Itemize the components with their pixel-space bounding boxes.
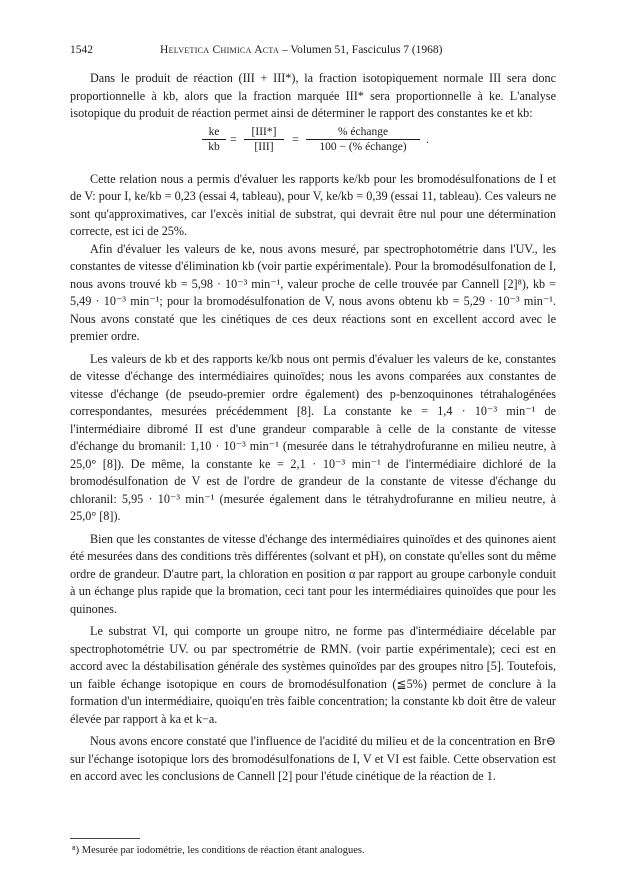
equals-sign: =: [292, 131, 299, 146]
paragraph-2: Cette relation nous a permis d'évaluer les rapports ke/kb pour les bromodésulfonations de I et de V: pour I, ke/kb = 0,23 (essai 4, tableau), pour V, ke/kb = 0,39 (essai 11, tableau). Ces valeurs ne sont qu'approximatives, car l'excès initial de substrat, qui devrait être nul pour une détermination correcte, est ici de 25%.: [70, 171, 556, 238]
journal-name: Helvetica Chimica Acta: [160, 44, 280, 56]
paragraph-4: Les valeurs de kb et des rapports ke/kb nous ont permis d'évaluer les valeurs de ke, constantes de vitesse d'échange des intermédiaires quinoïdes; nous les avons comparées aux constantes de vitesse d'échange (de pseudo-premier ordre également) des p-benzoquinones tétrahalogénées correspondantes, mesurées précédemment [8]. La constante ke = 1,4 · 10⁻³ min⁻¹ de l'intermédiaire dibromé II est d'une grandeur comparable à celle de la constante de vitesse d'échange du bromanil: 1,10 · 10⁻³ min⁻¹ (mesurée dans le tétrahydrofuranne en milieu neutre, à 25,0° [8]). De même, la constante ke = 2,1 · 10⁻³ min⁻¹ de l'intermédiaire dichloré de la bromodésulfonation de V est de l'ordre de grandeur de la constante de vitesse d'échange du chloranil: 5,95 · 10⁻³ min⁻¹ (mesurée également dans le tétrahydrofuranne en milieu neutre, à 25,0° [8]).: [70, 351, 556, 523]
paragraph-1: Dans le produit de réaction (III + III*), la fraction isotopiquement normale III sera donc proportionnelle à kb, alors que la fraction marquée III* sera proportionnelle à ke. L'analyse isotopique du produit de réaction permet ainsi de déterminer le rapport des constantes ke et kb:: [70, 71, 556, 120]
page-number: 1542: [70, 44, 93, 56]
fraction-denominator: [III]: [254, 140, 274, 153]
footnote: ⁸) Mesurée par iodométrie, les conditions de réaction étant analogues.: [72, 845, 365, 856]
paragraph-6: Le substrat VI, qui comporte un groupe nitro, ne forme pas d'intermédiaire décelable par spectrophotométrie UV. ou par spectrométrie de RMN. (voir partie expérimentale); ceci est en accord avec la déstabilisation générale des systèmes quinoïdes par des groupes nitro [5]. Toutefois, un faible échange isotopique en cours de bromodésulfonation (≦5%) permet de conclure à la formation d'un intermédiaire, quoiqu'en très faible concentration; la constante kb doit être de valeur élevée par rapport à ka et k−a.: [70, 624, 556, 726]
fraction-numerator: ke: [202, 125, 226, 140]
running-header: [70, 44, 556, 60]
journal-volume: – Volumen 51, Fasciculus 7 (1968): [281, 44, 443, 56]
fraction-numerator: % échange: [306, 125, 420, 140]
equals-sign: =: [230, 131, 237, 146]
journal-reference: [160, 44, 443, 56]
paragraph-7: Nous avons encore constaté que l'influence de l'acidité du milieu et de la concentration en Br⊖ sur l'échange isotopique lors des bromodésulfonations de I, V et VI est faible. Cette observation est en accord avec les conclusions de Cannell [2] pour l'étude cinétique de la réaction de 1.: [70, 734, 556, 783]
fraction-ke-kb: [202, 125, 226, 154]
equation: [70, 123, 556, 167]
fraction-numerator: [III*]: [244, 125, 284, 140]
paragraph-5: Bien que les constantes de vitesse d'échange des intermédiaires quinoïdes et des quinones aient été mesurées dans des conditions très différentes (solvant et pH), on constate qu'elles sont du même ordre de grandeur. D'autre part, la chloration en position α par rapport au groupe carbonyle conduit à un échange plus rapide que la bromation, ceci tant pour les intermédiaires quinoïdes que pour les quinones.: [70, 531, 556, 616]
fraction-denominator: kb: [208, 140, 220, 153]
body-text: [70, 70, 556, 786]
paragraph-3: Afin d'évaluer les valeurs de ke, nous avons mesuré, par spectrophotométrie dans l'UV., les constantes de vitesse d'élimination kb (voir partie expérimentale). Pour la bromodésulfonation de I, nous avons trouvé kb = 5,98 · 10⁻³ min⁻¹, valeur proche de celle trouvée par Cannell [2]⁸), kb = 5,49 · 10⁻³ min⁻¹; pour la bromodésulfonation de V, nous avons obtenu kb = 5,29 · 10⁻³ min⁻¹. Nous avons constaté que les cinétiques de ces deux réactions sont en excellent accord avec le premier ordre.: [70, 241, 556, 343]
fraction-denominator: 100 − (% échange): [319, 140, 407, 153]
fraction-exchange: [306, 125, 420, 154]
footnote-divider: [70, 838, 140, 839]
fraction-iii-ratio: [244, 125, 284, 154]
equation-period: .: [426, 131, 429, 146]
